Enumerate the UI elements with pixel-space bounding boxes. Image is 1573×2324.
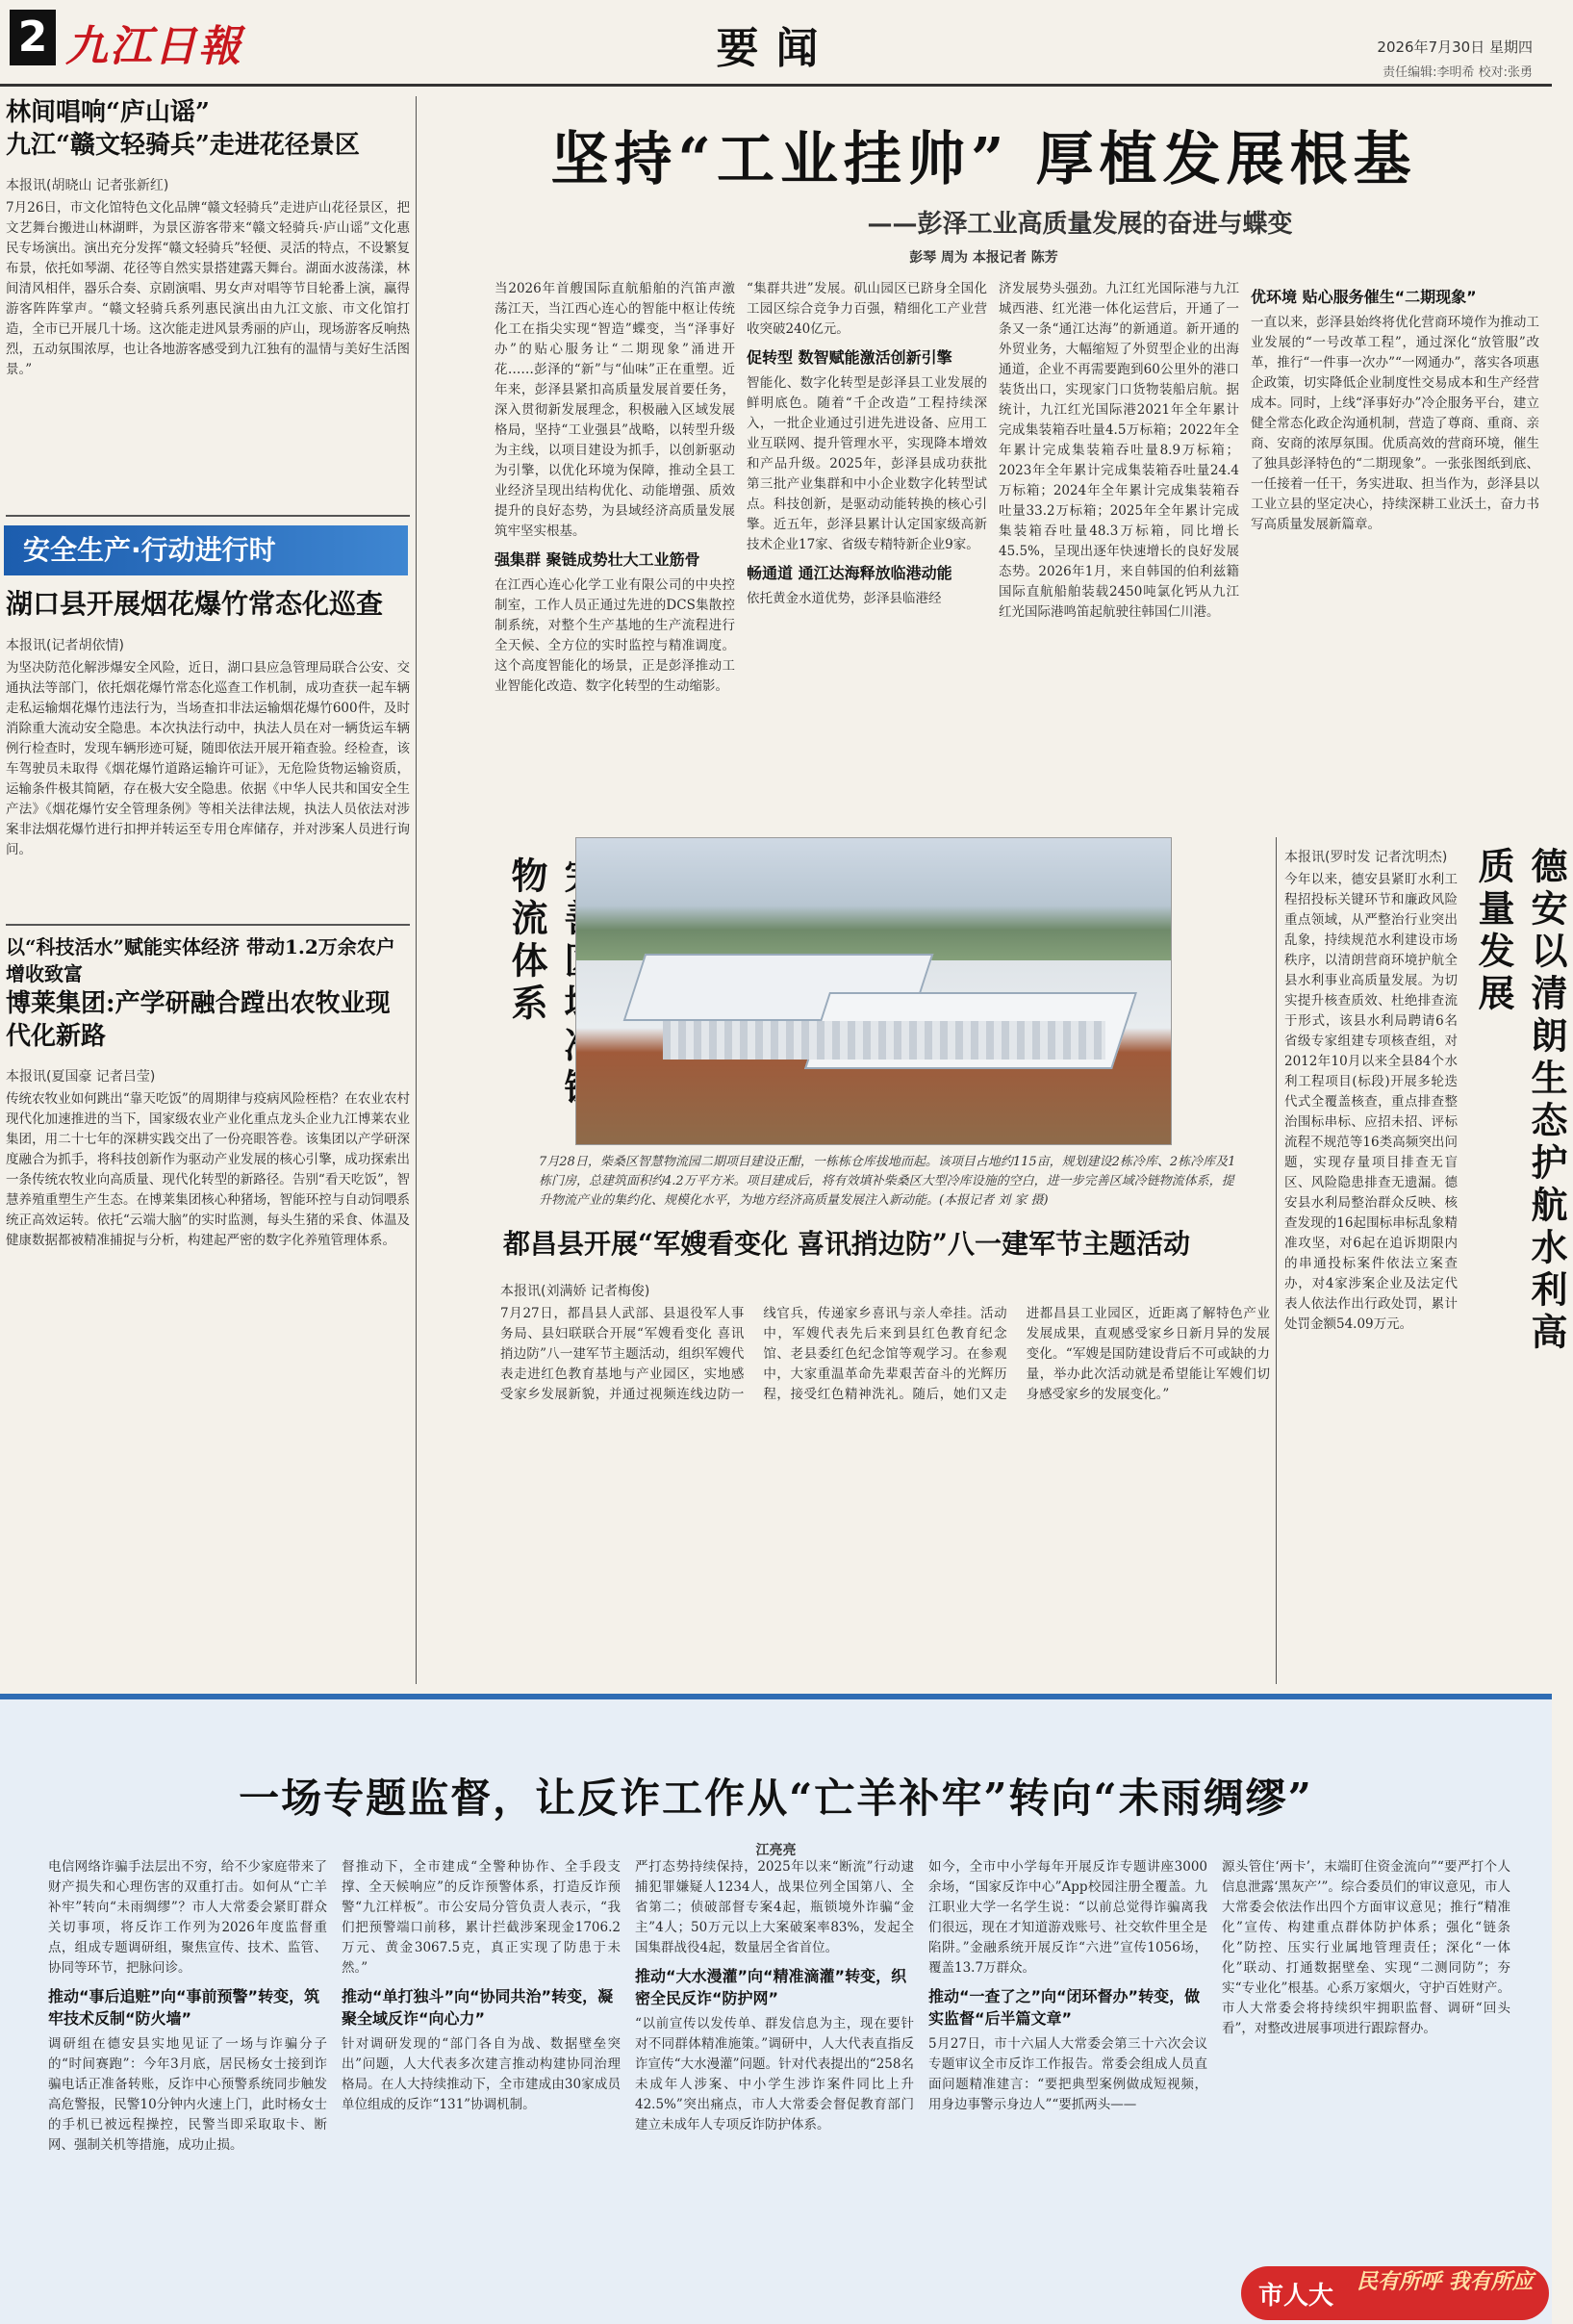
article-title-line1: 以“科技活水”赋能实体经济 带动1.2万余农户增收致富 xyxy=(6,935,395,985)
article-byline: 本报讯(刘满娇 记者梅俊) xyxy=(500,1284,650,1299)
lead-col3 xyxy=(999,279,1239,818)
lead-subhead: 强集群 聚链成势壮大工业筋骨 xyxy=(495,550,700,569)
article-body: 7月27日，都昌县人武部、县退役军人事务局、县妇联联合开展“军嫂看变化 喜讯捎边防”八一建军节主题活动，组织军嫂代表走进红色教育基地与产业园区，实地感受家乡发展新貌，并通过视频连线边防一线官兵，传递家乡喜讯与亲人牵挂。活动中，军嫂代表先后来到县红色教育纪念馆、老县委红色纪念馆等观学习。在参观中，大家重温革命先辈艰苦奋斗的光辉历程，接受红色精神洗礼。随后，她们又走进都昌县工业园区，近距离了解特色产业发展成果，直观感受家乡日新月异的发展变化。“军嫂是国防建设背后不可或缺的力量，举办此次活动就是希望能让军嫂们切身感受家乡的发展变化。” xyxy=(500,1306,1270,1402)
lead-col2 xyxy=(747,279,987,818)
lead-subtitle: ——彭泽工业高质量发展的奋进与蝶变 xyxy=(867,210,1293,239)
lead-col2c-text: 依托黄金水道优势，彭泽县临港经 xyxy=(747,591,942,606)
article-dean xyxy=(1284,847,1458,1674)
safety-banner: 安全生产·行动进行时 xyxy=(4,525,408,575)
supervision-col1: 电信网络诈骗手法层出不穷，给不少家庭带来了财产损失和心理伤害的双重打击。如何从“亡羊补牢”转向“未雨绸缪”？市人大常委会紧盯群众关切事项，将反诈工作列为2026年度监督重点，组成专题调研组，聚焦宣传、技术、监管、协同等环节，把脉问诊。 推动“事后追赃”向“事前预警”转变，筑牢技术反制“防火墙” 调研组在德安县实地见证了一场与诈骗分子的“时间赛跑”：今年3月底，居民杨女士接到诈骗电话正准备转账，反诈中心预警系统同步触发高危警报，民警10分钟内火速上门，此时杨女士的手机已被远程操控，民警当即采取取卡、断网、强制关机等措施，成功止损。 xyxy=(48,1859,327,2153)
article-byline: 本报讯(胡晓山 记者张新红) xyxy=(6,178,169,193)
dean-title: 德安以清朗生态护航水利高质量发展 xyxy=(1472,847,1568,1355)
article-bolai xyxy=(6,933,410,1684)
supervision-col4: 如今，全市中小学每年开展反诈专题讲座3000余场，“国家反诈中心”App校园注册全覆盖。九江职业大学一名学生说：“以前总觉得诈骗离我们很远，现在才知道游戏账号、社交软件里全是陷阱。”金融系统开展反诈“六进”宣传1056场，覆盖13.7万群众。 推动“一查了之”向“闭环督办”转变，做实监督“后半篇文章” 5月27日，市十六届人大常委会第三十六次会议专题审议全市反诈工作报告。常委会组成人员直面问题精准建言：“要把典型案例做成短视频，用身边事警示身边人”“要抓两头—— xyxy=(928,1859,1207,2112)
article-title-line2: 九江“赣文轻骑兵”走进花径景区 xyxy=(6,131,360,160)
page-number: 2 xyxy=(10,10,56,65)
lead-subhead: 畅通道 通江达海释放临港动能 xyxy=(747,564,952,582)
supervision-col2: 督推动下，全市建成“全警种协作、全手段支撑、全天候响应”的反诈预警体系，打造反诈预警“九江样板”。市公安局分管负责人表示，“我们把预警端口前移，累计拦截涉案现金1706.2万元、黄金3067.5克，真正实现了防患于未然。” 推动“单打独斗”向“协同共治”转变，凝聚全域反诈“向心力” 针对调研发现的“部门各自为战、数据壁垒突出”问题，人大代表多次建言推动构建协同治理格局。在人大持续推动下，全市建成由30家成员单位组成的反诈“131”协调机制。 xyxy=(342,1859,621,2112)
lead-title: 坚持“工业挂帅” 厚植发展根基 xyxy=(550,126,1417,193)
lead-col3-text: 济发展势头强劲。九江红光国际港与九江城西港、红光港一体化运营后，开通了一条又一条“通江达海”的新通道。新开通的外贸业务，大幅缩短了外贸型企业的出海通道，企业不再需要跑到60公里外的港口装货出口，实现家门口货物装船启航。据统计，九江红光国际港2021年全年累计完成集装箱吞吐量4.5万标箱；2022年全年累计完成集装箱吞吐量8.9万标箱；2023年全年累计完成集装箱吞吐量24.4万标箱；2024年全年累计完成集装箱吞吐量33.2万标箱；2025年全年累计完成集装箱吞吐量48.3万标箱，同比增长45.5%，呈现出逐年快速增长的良好发展态势。2026年1月，来自韩国的伯利兹籍国际直航船舶装载2450吨氯化钙从九江红光国际港鸣笛起航驶往韩国仁川港。 xyxy=(999,281,1239,620)
warehouse-photo xyxy=(575,837,1172,1145)
lead-col1-text: 当2026年首艘国际直航船舶的汽笛声激荡江天，当江西心连心的智能中枢让传统化工在指尖实现“智造”蝶变，当“泽事好办”的贴心服务让“二期现象”涌进开花……彭泽的“新”与“仙味”正在重塑。近年来，彭泽县紧扣高质量发展首要任务，深入贯彻新发展理念，积极融入区域发展格局，坚持“工业强县”战略，以转型升级为主线，以项目建设为抓手，以创新驱动为引擎，以优化环境为保障，推动全县工业经济呈现出结构优化、动能增强、质效提升的良好态势，为县域经济高质量发展筑牢坚实根基。 xyxy=(495,281,735,539)
lead-col2-text: “集群共进”发展。矶山园区已跻身全国化工园区综合竞争力百强，精细化工产业营收突破240亿元。 xyxy=(747,281,987,337)
article-lushan-yao xyxy=(6,96,410,510)
lead-byline: 彭琴 周为 本报记者 陈芳 xyxy=(909,250,1058,266)
article-byline: 本报讯(夏国豪 记者吕莹) xyxy=(6,1069,156,1085)
article-body: 为坚决防范化解涉爆安全风险，近日，湖口县应急管理局联合公安、交通执法等部门，依托烟花爆竹常态化巡查工作机制，成功查获一起车辆走私运输烟花爆竹违法行为，当场查扣非法运输烟花爆竹600件，及时消除重大流动安全隐患。本次执法行动中，执法人员在对一辆货运车辆例行检查时，发现车辆形迹可疑，随即依法开展开箱查验。经检查，该车驾驶员未取得《烟花爆竹道路运输许可证》，无危险货物运输资质，运输条件极其简陋，存在极大安全隐患。依据《中华人民共和国安全生产法》《烟花爆竹安全管理条例》等相关法律法规，执法人员依法对涉案非法烟花爆竹进行扣押并转运至专用仓库储存，并对涉案人员进行询问。 xyxy=(6,660,410,857)
lead-col2b-text: 智能化、数字化转型是彭泽县工业发展的鲜明底色。随着“千企改造”工程持续深入，一批企业通过引进先进设备、应用工业互联网、提升管理水平，实现降本增效和产品升级。2025年，彭泽县成功获批第三批产业集群和中小企业数字化转型试点。科技创新，是驱动动能转换的核心引擎。近五年，彭泽县累计认定国家级高新技术企业17家、省级专精特新企业9家。 xyxy=(747,375,987,552)
article-duchang xyxy=(423,1227,1270,1684)
lead-col1 xyxy=(495,279,735,818)
article-title: 都昌县开展“军嫂看变化 喜讯捎边防”八一建军节主题活动 xyxy=(503,1228,1190,1260)
editor-line: 责任编辑:李明希 校对:张勇 xyxy=(1383,65,1533,80)
article-hukou xyxy=(6,587,410,914)
article-byline: 本报讯(记者胡依情) xyxy=(6,638,124,653)
lead-subhead: 促转型 数智赋能激活创新引擎 xyxy=(747,348,952,367)
section-title: 要闻 xyxy=(716,24,836,73)
people-congress-logo: 市人大 民有所呼 我有所应 xyxy=(1241,2266,1549,2320)
article-title-line1: 林间唱响“庐山谣” xyxy=(6,98,210,127)
supervision-author: 江亮亮 xyxy=(755,1843,797,1858)
article-title: 湖口县开展烟花爆竹常态化巡查 xyxy=(6,588,384,620)
supervision-col3: 严打态势持续保持，2025年以来“断流”行动逮捕犯罪嫌疑人1234人，战果位列全国第八、全省第二；侦破部督专案4起，瓶锁境外诈骗“金主”4人；50万元以上大案破案率83%，发起全国集群战役4起，数量居全省首位。 推动“大水漫灌”向“精准滴灌”转变，织密全民反诈“防护网” “以前宣传以发传单、群发信息为主，现在要针对不同群体精准施策。”调研中，人大代表直指反诈宣传“大水漫灌”问题。针对代表提出的“258名未成年人涉案、中小学生涉诈案件同比上升42.5%”突出痛点，市人大常委会督促教育部门建立未成年人专项反诈防护体系。 xyxy=(635,1859,914,2132)
lead-col4-text: 一直以来，彭泽县始终将优化营商环境作为推动工业发展的“一号改革工程”，通过深化“放管服”改革，推行“一件事一次办”“一网通办”，落实各项惠企政策，切实降低企业制度性交易成本和生产经营成本。同时，上线“泽事好办”冷企服务平台，建立健全常态化政企沟通机制，营造了尊商、重商、亲商、安商的浓厚氛围。优质高效的营商环境，催生了独具彭泽特色的“二期现象”。一张张图纸到底、一任接着一任干，务实进取、担当作为，彭泽县以工业立县的坚定决心，持续深耕工业沃土，奋力书写高质量发展新篇章。 xyxy=(1251,315,1539,532)
date-line: 2026年7月30日 星期四 xyxy=(1377,38,1533,56)
lead-subhead: 优环境 贴心服务催生“二期现象” xyxy=(1251,288,1477,306)
masthead xyxy=(0,0,1552,87)
article-body: 今年以来，德安县紧盯水利工程招投标关键环节和廉政风险重点领域，从严整治行业突出乱象，持续规范水利建设市场秩序，以清朗营商环境护航全县水利事业高质量发展。为切实提升核查质效、杜绝排查流于形式，该县水利局聘请6名省级专家组建专项核查组，对2012年10月以来全县84个水利工程项目(标段)开展多轮迭代式全覆盖核查，重点排查整治围标串标、应招未招、评标流程不规范等16类高频突出问题，实现存量项目排查无盲区、风险隐患排查无遗漏。德安县水利局整治群众反映、核查发现的16起围标串标乱象精准攻坚，对6起在追诉期限内的串通投标案件依法立案查办，对4家涉案企业及法定代表人依法作出行政处罚，累计处罚金额54.09万元。 xyxy=(1284,872,1458,1332)
coldchain-title: 物流体系 xyxy=(505,856,548,1026)
article-title-line2: 博莱集团:产学研融合蹚出农牧业现代化新路 xyxy=(6,989,391,1051)
article-byline: 本报讯(罗时发 记者沈明杰) xyxy=(1284,850,1448,865)
article-body: 传统农牧业如何跳出“靠天吃饭”的周期律与疫病风险桎梏？在农业农村现代化加速推进的当下，国家级农业产业化重点龙头企业九江博莱农业集团，用二十七年的深耕实践交出了一份亮眼答卷。该集团以产学研深度融合为抓手，将科技创新作为驱动产业发展的核心引擎，成功探索出一条传统农牧业向高质量、现代化转型的新路径。告别“看天吃饭”，智慧养殖重塑生产生态。在博莱集团核心种猪场，智能环控与自动饲喂系统正高效运转。依托“云端大脑”的实时监测，每头生猪的采食、体温及健康数据都被精准捕捉与分析，构建起严密的数字化养殖管理体系。 xyxy=(6,1091,410,1248)
paper-logo: 九江日報 xyxy=(65,22,242,71)
supervision-title: 一场专题监督，让反诈工作从“亡羊补牢”转向“未雨绸缪” xyxy=(239,1775,1313,1822)
article-body: 7月26日，市文化馆特色文化品牌“赣文轻骑兵”走进庐山花径景区，把文艺舞台搬进山林湖畔，为景区游客带来“赣文轻骑兵·庐山谣”文化惠民专场演出。演出充分发挥“赣文轻骑兵”轻便、灵活的特点，不设繁复布景，依托如琴湖、花径等自然实景搭建露天舞台。湖面水波荡漾，林间清风相伴，器乐合奏、京剧演唱、男女声对唱等节目轮番上演，赢得游客阵阵掌声。“赣文轻骑兵系列惠民演出由九江文旅、市文化馆打造，全市已开展几十场。这次能走进风景秀丽的庐山，现场游客反响热烈，五动氛围浓厚，也让各地游客感受到九江独有的温情与美好生活图景。” xyxy=(6,200,410,377)
lead-header xyxy=(423,114,1544,277)
lead-col4 xyxy=(1251,279,1539,818)
photo-caption: 7月28日，柴桑区智慧物流园二期项目建设正酣，一栋栋仓库拔地而起。该项目占地约115亩，规划建设2栋冷库、2栋冷库及1栋门房，总建筑面积约4.2万平方米。项目建成后，将有效填补柴桑区大型冷库设施的空白，进一步完善区域冷链物流体系，提升物流产业的集约化、规模化水平，为地方经济高质量发展注入新动能。(本报记者 刘 家 摄) xyxy=(539,1155,1236,1208)
supervision-col5: 源头管住‘两卡’，末端盯住资金流向”“要严打个人信息泄露‘黑灰产’”。综合委员们的审议意见，市人大常委会依法作出四个方面审议意见；推行“精准化”宣传、构建重点群体防护体系；强化“链条化”防控、压实行业属地管理责任；深化“一体化”联动、打通数据壁垒、实现“二测同防”；夯实“专业化”根基。心系万家烟火，守护百姓财产。市人大常委会将持续织牢拥职监督、调研“回头看”，对整改进展事项进行跟踪督办。 xyxy=(1222,1859,1510,2036)
lead-col1b-text: 在江西心连心化学工业有限公司的中央控制室，工作人员正通过先进的DCS集散控制系统，对整个生产基地的生产流程进行全天候、全方位的实时监控与精准调度。这个高度智能化的场景，正是彭泽推动工业智能化改造、数字化转型的生动缩影。 xyxy=(495,577,735,694)
